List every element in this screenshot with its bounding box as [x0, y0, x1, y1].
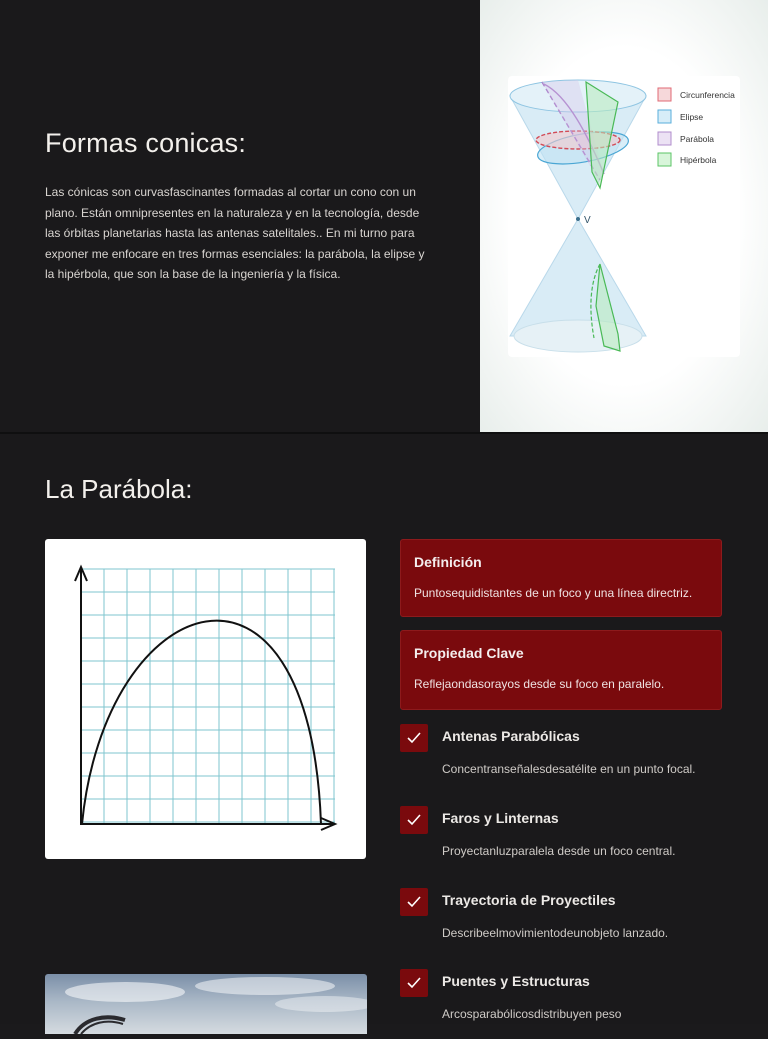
slide-conic-forms [0, 0, 768, 432]
parabola-curve [82, 621, 321, 824]
parabola-graph-card [45, 539, 366, 859]
bridge-photo [45, 974, 367, 1034]
legend-label-elipse: Elipse [680, 112, 704, 122]
item-heading: Faros y Linternas [442, 810, 559, 826]
list-item [400, 969, 730, 1039]
vertex-label: V [584, 215, 591, 226]
item-heading: Puentes y Estructuras [442, 973, 590, 989]
legend-swatch-parabola [658, 132, 671, 145]
item-heading: Trayectoria de Proyectiles [442, 892, 616, 908]
check-icon [400, 969, 428, 997]
bridge-photo-art [45, 974, 367, 1034]
definition-text: Puntosequidistantes de un foco y una línea directriz. [414, 586, 693, 600]
item-text: Proyectanluzparalela desde un foco central. [442, 844, 676, 858]
list-item [400, 806, 730, 876]
legend-label-circunferencia: Circunferencia [680, 90, 735, 100]
vertex-point [576, 217, 580, 221]
check-icon [400, 724, 428, 752]
legend-swatch-elipse [658, 110, 671, 123]
legend-swatch-circunferencia [658, 88, 671, 101]
key-property-card [400, 630, 722, 710]
slide-parabola [0, 434, 768, 1024]
definition-card [400, 539, 722, 617]
list-item [400, 724, 730, 794]
list-item [400, 888, 730, 958]
legend-label-hiperbola: Hipérbola [680, 155, 717, 165]
lower-cone [510, 219, 646, 336]
slide-title: La Parábola: [45, 474, 193, 504]
double-cone-diagram [508, 76, 740, 357]
cone-diagram-card [508, 76, 740, 357]
item-heading: Antenas Parabólicas [442, 728, 580, 744]
item-text: Describeelmovimientodeunobjeto lanzado. [442, 926, 669, 940]
check-icon [400, 806, 428, 834]
legend-label-parabola: Parábola [680, 134, 715, 144]
check-icon [400, 888, 428, 916]
key-property-heading: Propiedad Clave [414, 645, 524, 661]
key-property-text: Reflejaondasorayos desde su foco en paralelo. [414, 677, 665, 691]
cone-diagram-panel [480, 0, 768, 432]
intro-paragraph: Las cónicas son curvasfascinantes formadas al cortar un cono con un plano. Están omnipresentes en la naturaleza y en la tecnología, desde las órbitas planetarias hasta las antenas satelitales.. En mi turno para exponer me enfocare en tres formas esenciales: la parábola, la elipse y la hipérbola, que son la base de la ingeniería y la física. [45, 185, 425, 281]
definition-heading: Definición [414, 554, 482, 570]
slide-title: Formas conicas: [45, 128, 247, 158]
parabola-graph [45, 539, 366, 859]
lower-cone-base [514, 320, 642, 352]
item-text: Arcosparabólicosdistribuyen peso [442, 1007, 622, 1021]
item-text: Concentranseñalesdesatélite en un punto focal. [442, 762, 696, 776]
legend-swatch-hiperbola [658, 153, 671, 166]
